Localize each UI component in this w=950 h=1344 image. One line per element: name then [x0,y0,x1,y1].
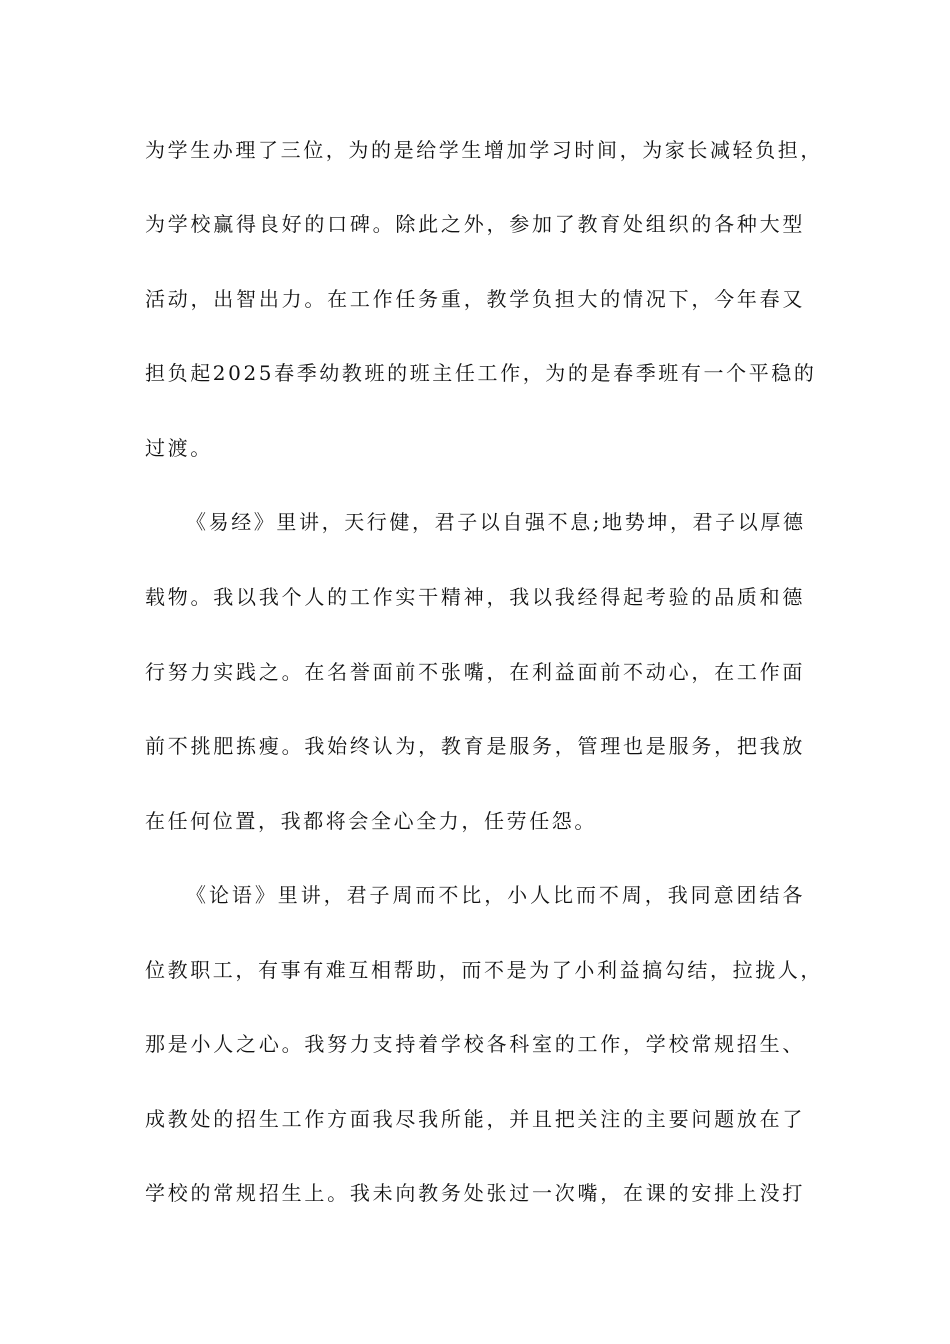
text-line: 载物。我以我个人的工作实干精神，我以我经得起考验的品质和德 [145,585,805,609]
text-line: 那是小人之心。我努力支持着学校各科室的工作，学校常规招生、 [145,1032,805,1056]
text-line: 行努力实践之。在名誉面前不张嘴，在利益面前不动心，在工作面 [145,660,805,684]
text-line: 成教处的招生工作方面我尽我所能，并且把关注的主要问题放在了 [145,1107,805,1131]
text-line: 为学校赢得良好的口碑。除此之外，参加了教育处组织的各种大型 [145,212,805,236]
text-line: 为学生办理了三位，为的是给学生增加学习时间，为家长减轻负担， [145,138,823,162]
text-line: 在任何位置，我都将会全心全力，任劳任怨。 [145,809,597,833]
text-line: 担负起2025春季幼教班的班主任工作，为的是春季班有一个平稳的 [145,361,817,385]
text-line: 位教职工，有事有难互相帮助，而不是为了小利益搞勾结，拉拢人， [145,958,823,982]
text-line: 《易经》里讲，天行健，君子以自强不息;地势坤，君子以厚德 [186,510,806,534]
text-line: 活动，出智出力。在工作任务重，教学负担大的情况下，今年春又 [145,287,805,311]
text-line: 学校的常规招生上。我未向教务处张过一次嘴，在课的安排上没打 [145,1181,805,1205]
text-line: 《论语》里讲，君子周而不比，小人比而不周，我同意团结各 [186,883,805,907]
text-line: 前不挑肥拣瘦。我始终认为，教育是服务，管理也是服务，把我放 [145,734,805,758]
text-line: 过渡。 [145,436,213,460]
